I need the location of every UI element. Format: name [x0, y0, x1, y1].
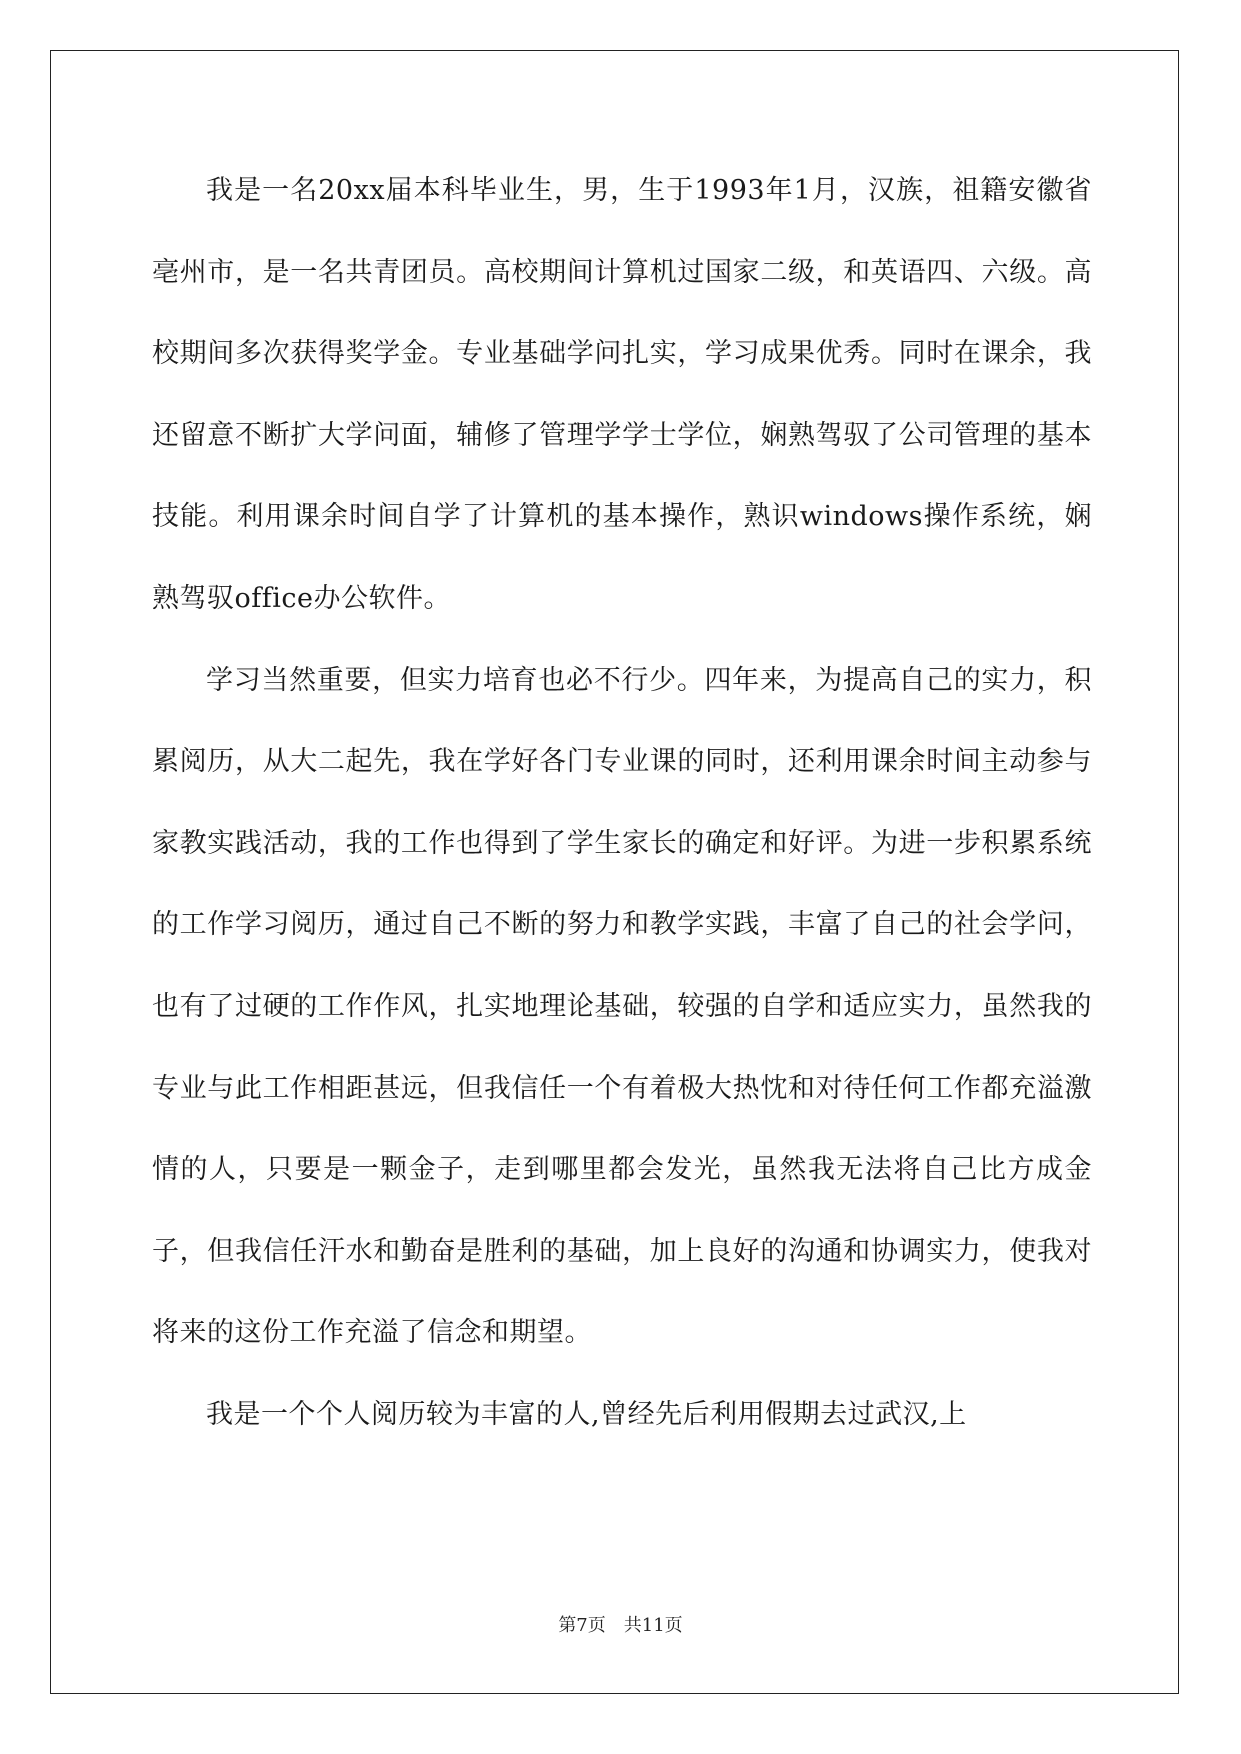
- paragraph-education: 我是一名20xx届本科毕业生，男，生于1993年1月，汉族，祖籍安徽省亳州市，是一名共青团员。高校期间计算机过国家二级，和英语四、六级。高校期间多次获得奖学金。专业基础学问扎实，学习成果优秀。同时在课余，我还留意不断扩大学问面，辅修了管理学学士学位，娴熟驾驭了公司管理的基本技能。利用课余时间自学了计算机的基本操作，熟识windows操作系统，娴熟驾驭office办公软件。: [152, 175, 1092, 614]
- page-number-footer: 第7页 共11页: [558, 1615, 683, 1636]
- document-body: [152, 150, 1092, 1456]
- paragraph-experience: 学习当然重要，但实力培育也必不行少。四年来，为提高自己的实力，积累阅历，从大二起先，我在学好各门专业课的同时，还利用课余时间主动参与家教实践活动，我的工作也得到了学生家长的确定和好评。为进一步积累系统的工作学习阅历，通过自己不断的努力和教学实践，丰富了自己的社会学问，也有了过硬的工作作风，扎实地理论基础，较强的自学和适应实力，虽然我的专业与此工作相距甚远，但我信任一个有着极大热忱和对待任何工作都充溢激情的人，只要是一颗金子，走到哪里都会发光，虽然我无法将自己比方成金子，但我信任汗水和勤奋是胜利的基础，加上良好的沟通和协调实力，使我对将来的这份工作充溢了信念和期望。: [152, 664, 1092, 1349]
- paragraph-personal: 我是一个个人阅历较为丰富的人,曾经先后利用假期去过武汉,上: [206, 1398, 967, 1430]
